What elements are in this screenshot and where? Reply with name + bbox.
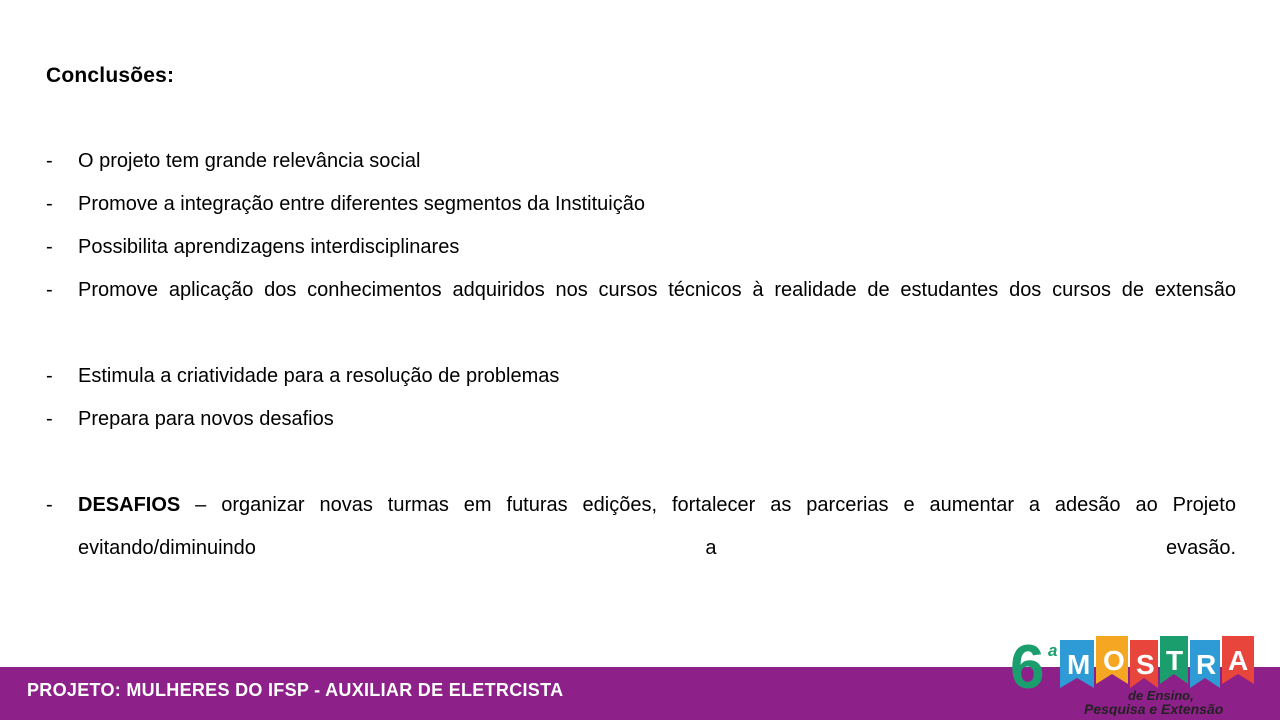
- svg-text:6: 6: [1010, 633, 1045, 702]
- list-item-challenges: [46, 484, 1236, 613]
- mostra-logo: [1008, 630, 1266, 716]
- bullet-marker: -: [46, 279, 53, 301]
- conclusions-list: [46, 140, 1236, 613]
- list-item: [46, 398, 1236, 441]
- svg-text:a: a: [1048, 641, 1058, 660]
- svg-text:T: T: [1166, 645, 1184, 676]
- challenges-detail: – organizar novas turmas em futuras edições, fortalecer as parcerias e aumentar a adesão ao Projeto evitando/diminuindo a evasão.: [78, 494, 1236, 559]
- bullet-text: Prepara para novos desafios: [78, 408, 334, 430]
- bullet-marker: -: [46, 236, 53, 258]
- bullet-text: O projeto tem grande relevância social: [78, 150, 421, 172]
- list-item: [46, 183, 1236, 226]
- bullet-marker: -: [46, 408, 53, 430]
- bullet-text: Estimula a criatividade para a resolução de problemas: [78, 365, 560, 387]
- svg-text:A: A: [1228, 645, 1249, 676]
- bullet-marker: -: [46, 494, 53, 516]
- mostra-logo-graphic: [1008, 630, 1266, 716]
- list-spacer: [46, 441, 1236, 484]
- bullet-text: Possibilita aprendizagens interdisciplinares: [78, 236, 460, 258]
- bullet-marker: -: [46, 150, 53, 172]
- project-label: PROJETO: MULHERES DO IFSP - AUXILIAR DE ELETRCISTA: [27, 680, 564, 700]
- list-item: [46, 226, 1236, 269]
- svg-text:M: M: [1067, 649, 1091, 680]
- bullet-marker: -: [46, 365, 53, 387]
- bullet-marker: -: [46, 193, 53, 215]
- bullet-text: Promove aplicação dos conhecimentos adquiridos nos cursos técnicos à realidade de estudantes dos cursos de extensão: [78, 279, 1236, 301]
- svg-text:Pesquisa e Extensão: Pesquisa e Extensão: [1084, 701, 1224, 716]
- list-item: [46, 355, 1236, 398]
- svg-text:O: O: [1103, 645, 1125, 676]
- page-title: Conclusões:: [46, 64, 175, 87]
- list-item: [46, 269, 1236, 355]
- bullet-text: Promove a integração entre diferentes segmentos da Instituição: [78, 193, 645, 215]
- list-item: [46, 140, 1236, 183]
- challenges-label: DESAFIOS: [78, 494, 181, 516]
- svg-text:S: S: [1136, 649, 1155, 680]
- svg-text:R: R: [1196, 649, 1217, 680]
- svg-text:de Ensino,: de Ensino,: [1128, 688, 1194, 703]
- bullet-text-challenges: [78, 484, 1236, 613]
